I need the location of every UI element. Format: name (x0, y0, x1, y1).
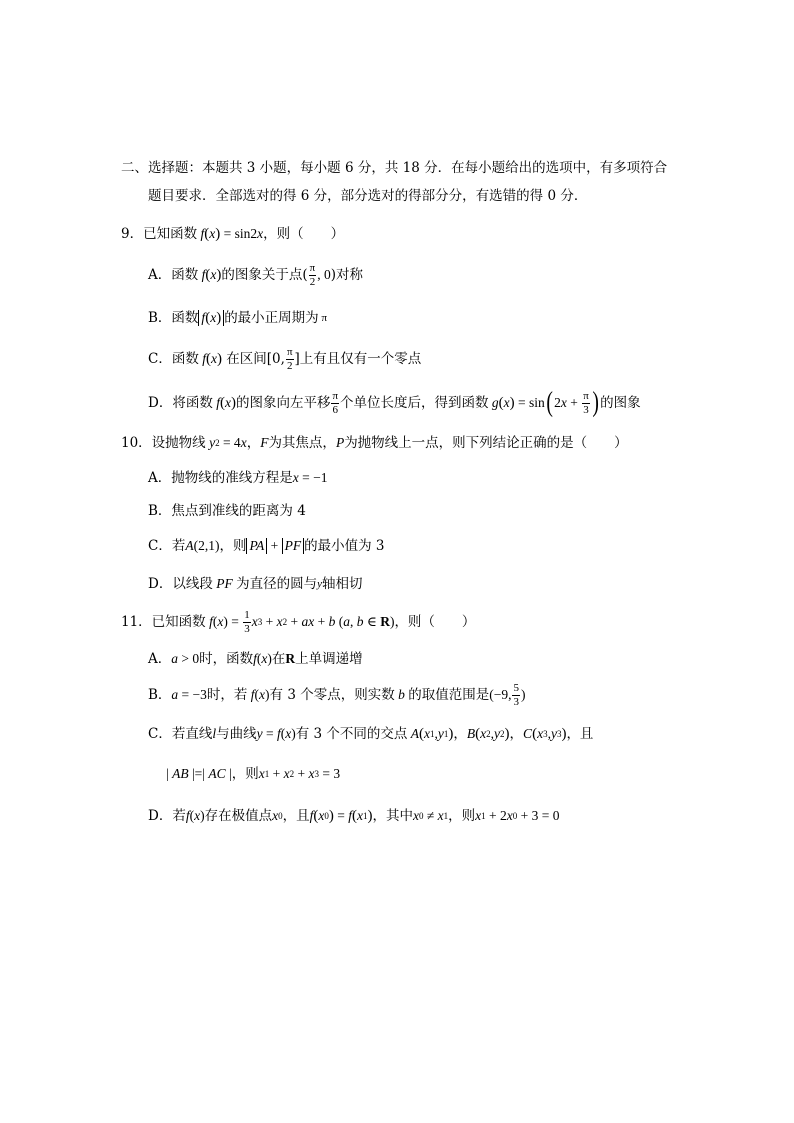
question-10-option-b[interactable]: B．焦点到准线的距离为 4 (148, 503, 306, 519)
math-fx: f (197, 226, 205, 241)
question-9-stem: 9．已知函数 f ( x ) = sin 2 x ，则（ ） (121, 226, 345, 242)
question-11-option-a[interactable]: A． a > 0 时，函数 f ( x ) 在 R 上单调递增 (148, 651, 363, 667)
question-9-option-c[interactable]: C．函数 f ( x ) 在区间[0, $\frac{\pi}{2}$ ]上有且仅有一个零点 (148, 345, 422, 372)
question-11-option-d[interactable]: D．若 f ( x ) 存在极值点 x 0 ，且 f ( x 0 ) = f ( x 1 ) ，其中 x 0 ≠ x 1 ，则 x 1 + 2 x 0 + 3 = 0 (148, 808, 560, 824)
section-heading: 二、选择题：本题共 3 小题，每小题 6 分，共 18 分．在每小题给出的选项中，有多项符合 (121, 160, 668, 176)
question-9-option-a[interactable]: A．函数 f ( x ) 的图象关于点( $\frac{\pi}{2}$ , 0 )对称 (148, 261, 364, 288)
question-10-option-c[interactable]: C．若 A (2,1) ，则 PA + PF 的最小值为 3 (148, 538, 385, 554)
question-11-option-c[interactable]: C．若直线 l 与曲线 y = f ( x ) 有 3 个不同的交点 A ( x 1 , y 1 ) ， B ( x 2 , y 2 ) ， C ( x 3 , y 3 ) ，且 (148, 726, 594, 742)
question-11-stem: 11．已知函数 f ( x ) = $\frac{1}{3}$ x 3 + x 2 + ax + b ( a , b ∈ R ) ，则（ ） (121, 608, 476, 635)
absolute-value: f(x) (198, 310, 224, 326)
question-10-option-d[interactable]: D．以线段 PF 为直径的圆与 y 轴相切 (148, 576, 363, 592)
fraction-pi-over-2: $\frac{\pi}{2}$ (309, 261, 316, 288)
question-11-option-b[interactable]: B． a = −3 时，若 f ( x ) 有 3 个零点，则实数 b 的取值范围是 (−9, $\frac{5}{3}$ ) (148, 681, 526, 708)
section-heading-continued: 题目要求．全部选对的得 6 分，部分选对的得部分分，有选错的得 0 分． (148, 188, 588, 204)
question-11-option-c-continued: | AB |=| AC | ，则 x 1 + x 2 + x 3 = 3 (166, 766, 341, 782)
question-9-option-d[interactable]: D．将函数 f ( x ) 的图象向左平移 $\frac{\pi}{6}$ 个单位长度后，得到函数 g ( x ) = sin ( 2 x + $\frac{\pi}{3}$ ) 的图象 (148, 387, 641, 418)
question-10-stem: 10．设抛物线 y 2 = 4 x ， F 为其焦点， P 为抛物线上一点，则下列结论正确的是（ ） (121, 435, 628, 451)
question-9-option-b[interactable]: B．函数 f(x) 的最小正周期为 π (148, 310, 327, 326)
question-10-option-a[interactable]: A．抛物线的准线方程是 x = −1 (148, 470, 328, 486)
